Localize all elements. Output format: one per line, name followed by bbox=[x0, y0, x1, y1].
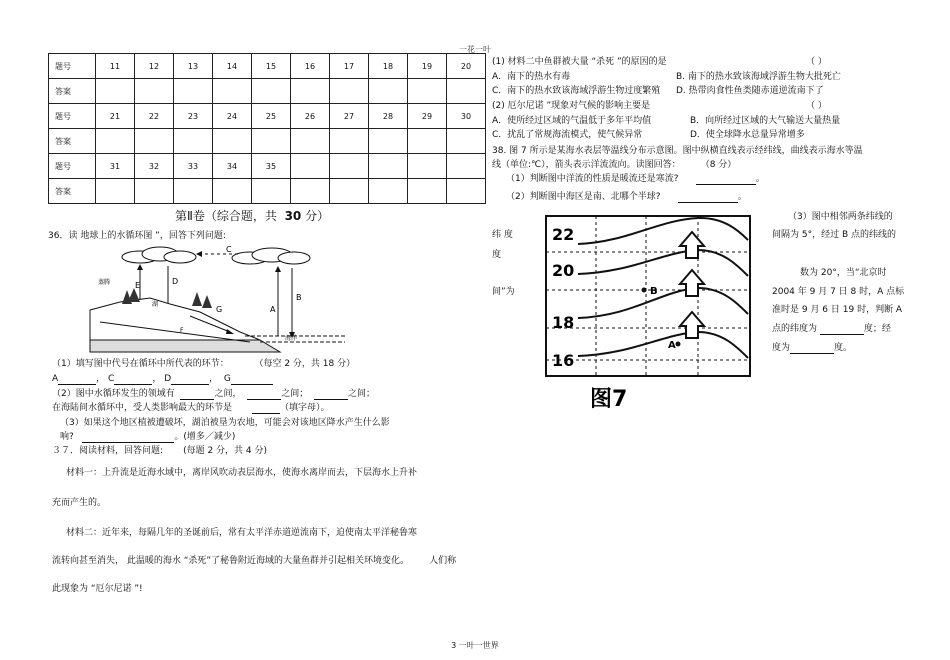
question-number-cell: 11 bbox=[96, 54, 135, 79]
question-number-cell: 29 bbox=[408, 104, 447, 129]
answer-cell[interactable] bbox=[330, 129, 369, 154]
page-header: 一花一叶 bbox=[459, 45, 491, 54]
blank-domain-1[interactable] bbox=[180, 390, 214, 400]
q38-part3-line1: （3）图中相邻两条纬线的 bbox=[788, 212, 893, 222]
question-number-cell: 20 bbox=[447, 54, 486, 79]
question-number-cell: 15 bbox=[252, 54, 291, 79]
answer-table-row-label: 题号 bbox=[49, 104, 96, 129]
q38-question2: （2）判断图中海区是南、北哪个半球? 。 bbox=[506, 192, 747, 202]
answer-table-row-label: 题号 bbox=[49, 154, 96, 179]
answer-cell[interactable] bbox=[369, 79, 408, 104]
q38-part3-line7: 度为 度。 bbox=[772, 343, 853, 353]
q38-left-a: 纬 度 bbox=[492, 230, 513, 240]
q38-part3-line5: 准时是 9 月 6 日 19 时，判断 A bbox=[772, 305, 903, 315]
q38-part3-line6: 点的纬度为 度；经 bbox=[772, 324, 891, 334]
question-number-cell: 28 bbox=[369, 104, 408, 129]
answer-table-row-label: 答案 bbox=[49, 179, 96, 204]
answer-cell[interactable] bbox=[135, 79, 174, 104]
question-number-cell: 26 bbox=[291, 104, 330, 129]
q37-p2-option-D[interactable]: D．使全球降水总量异常增多 bbox=[690, 130, 805, 140]
answer-table-row bbox=[49, 179, 486, 204]
blank-longitude[interactable] bbox=[790, 344, 834, 354]
q37-p1-option-C[interactable]: C．南下的热水致该海域浮游生物过度繁殖 bbox=[492, 86, 661, 96]
question-number-cell: 31 bbox=[96, 154, 135, 179]
q37-material2-c: 此现象为 “厄尔尼诺 ”! bbox=[52, 584, 143, 594]
isotherm-label-22: 22 bbox=[552, 225, 575, 244]
answer-table-row bbox=[49, 154, 486, 179]
blank-A[interactable] bbox=[58, 375, 96, 385]
q37-stem: ３７．阅读材料，回答问题: (每题 2 分，共 4 分) bbox=[52, 446, 267, 456]
q37-p2-option-B[interactable]: B．向所经过区域的大气输送大量热量 bbox=[690, 116, 841, 126]
answer-table-row bbox=[49, 104, 486, 129]
q38-part3-line4: 2004 年 9 月 7 日 8 时，A 点标 bbox=[772, 287, 905, 297]
blank-D[interactable] bbox=[171, 375, 209, 385]
answer-table-row-label: 答案 bbox=[49, 129, 96, 154]
answer-cell[interactable] bbox=[408, 79, 447, 104]
answer-cell[interactable] bbox=[408, 179, 447, 204]
answer-table-row-label: 题号 bbox=[49, 54, 96, 79]
isotherm-label-20: 20 bbox=[552, 261, 575, 280]
label-G: G bbox=[216, 305, 223, 314]
q37-p1-option-D[interactable]: D. 热带肉食性鱼类随赤道逆流南下了 bbox=[676, 86, 824, 96]
answer-cell[interactable] bbox=[213, 129, 252, 154]
answer-cell[interactable] bbox=[408, 129, 447, 154]
label-E: E bbox=[135, 281, 141, 290]
isotherm-label-16: 16 bbox=[552, 351, 575, 370]
figure-caption: 图7 bbox=[590, 387, 628, 410]
question-number-cell: 34 bbox=[213, 154, 252, 179]
label-C: C bbox=[226, 245, 232, 254]
answer-cell[interactable] bbox=[291, 179, 330, 204]
question-number-cell: 18 bbox=[369, 54, 408, 79]
q38-question1: （1）判断图中洋流的性质是暖流还是寒流? 。 bbox=[506, 174, 765, 184]
blank-current-type[interactable] bbox=[696, 175, 756, 185]
q37-right-part1-paren[interactable]: （ ） bbox=[806, 57, 827, 67]
question-number-cell: 14 bbox=[213, 54, 252, 79]
question-number-cell: 35 bbox=[252, 154, 291, 179]
question-number-cell: 13 bbox=[174, 54, 213, 79]
blank-hemisphere[interactable] bbox=[678, 193, 738, 203]
question-number-cell: 25 bbox=[252, 104, 291, 129]
answer-cell[interactable] bbox=[135, 179, 174, 204]
question-number-cell: 22 bbox=[135, 104, 174, 129]
question-number-cell: 23 bbox=[174, 104, 213, 129]
question-number-cell: 12 bbox=[135, 54, 174, 79]
q38-part3-line2: 间隔为 5°，经过 B 点的纬线的 bbox=[772, 230, 896, 240]
q36-part2a: （2）图中水循环发生的领域有 之间， 之间； 之间； bbox=[52, 389, 375, 399]
q37-p2-option-C[interactable]: C．扰乱了常规海流模式，使气候异常 bbox=[492, 130, 643, 140]
label-lake: 湖 bbox=[152, 301, 159, 308]
page-footer: 3 一叶一世界 bbox=[451, 641, 499, 650]
answer-table-row bbox=[49, 54, 486, 79]
q37-right-part2-paren[interactable]: （ ） bbox=[806, 101, 827, 111]
answer-cell[interactable] bbox=[291, 79, 330, 104]
answer-cell[interactable] bbox=[447, 79, 486, 104]
blank-domain-2[interactable] bbox=[247, 390, 281, 400]
q36-blanks-row: A ， C ， D ， G bbox=[52, 374, 273, 385]
q36-stem: 36．读 地球上的水循环图 ”，回答下列问题: bbox=[48, 231, 226, 241]
q37-p1-option-B[interactable]: B. 南下的热水致该海域浮游生物大批死亡 bbox=[676, 72, 841, 82]
answer-cell[interactable] bbox=[213, 79, 252, 104]
point-B-label: B bbox=[650, 286, 658, 297]
section2-score: 30 bbox=[284, 209, 302, 223]
q36-part3a: （3）如果这个地区植被遭破坏，湖泊被垦为农地，可能会对该地区降水产生什么影 bbox=[60, 418, 390, 428]
q37-right-part1: (1) 材料二中鱼群被大量 “杀死 ”的原因的是 bbox=[492, 57, 667, 67]
q38-stem-a: 38. 图 7 所示是某海水表层等温线分布示意图。图中纵横直线表示经纬线，曲线表示海水等温 bbox=[492, 146, 863, 156]
answer-cell[interactable] bbox=[96, 129, 135, 154]
answer-cell[interactable] bbox=[447, 129, 486, 154]
blank-G[interactable] bbox=[231, 375, 273, 385]
q37-p1-option-A[interactable]: A．南下的热水有毒 bbox=[492, 72, 571, 82]
answer-cell[interactable] bbox=[174, 179, 213, 204]
question-number-cell: 24 bbox=[213, 104, 252, 129]
q36-part3b: 响? 。(增多／减少) bbox=[60, 432, 236, 442]
answer-cell[interactable] bbox=[369, 129, 408, 154]
question-number-cell bbox=[291, 154, 330, 179]
label-F: F bbox=[180, 327, 184, 334]
section2-title: 第Ⅱ卷（综合题，共 30 分） bbox=[175, 209, 330, 223]
answer-table bbox=[48, 53, 486, 204]
q37-material2-b: 流转向甚至消失， 此温暖的海水 “杀死”了秘鲁附近海域的大量鱼群并引起相关环境变化。 人们称 bbox=[52, 556, 457, 566]
q37-p2-option-A[interactable]: A．使所经过区域的气温低于多年平均值 bbox=[492, 116, 652, 126]
answer-cell[interactable] bbox=[213, 179, 252, 204]
label-transpiration: 蒸腾 bbox=[98, 279, 111, 286]
answer-cell[interactable] bbox=[330, 179, 369, 204]
answer-cell[interactable] bbox=[291, 129, 330, 154]
answer-cell[interactable] bbox=[330, 79, 369, 104]
answer-cell[interactable] bbox=[135, 129, 174, 154]
q36-part2b: 在海陆间水循环中，受人类影响最大的环节是 （填字母）。 bbox=[52, 403, 330, 413]
question-number-cell: 16 bbox=[291, 54, 330, 79]
q36-part1: （1）填写图中代号在循环中所代表的环节： （每空 2 分，共 18 分） bbox=[52, 359, 356, 369]
question-number-cell bbox=[447, 154, 486, 179]
q38-stem-b: 线（单位:℃），箭头表示洋流流向。读图回答： （8 分） bbox=[492, 160, 737, 170]
q37-material1-b: 充而产生的。 bbox=[52, 498, 107, 508]
label-ocean: 海洋 bbox=[285, 335, 298, 342]
question-number-cell bbox=[408, 154, 447, 179]
question-number-cell: 30 bbox=[447, 104, 486, 129]
cloud-right-icon bbox=[232, 248, 310, 264]
label-A: A bbox=[270, 305, 276, 314]
q37-material1-a: 材料一：上升流是近海水域中，离岸风吹动表层海水，使海水离岸而去，下层海水上升补 bbox=[66, 468, 418, 478]
blank-C[interactable] bbox=[114, 375, 152, 385]
question-number-cell: 21 bbox=[96, 104, 135, 129]
blank-human-impact[interactable] bbox=[252, 404, 280, 414]
cloud-left-icon bbox=[122, 247, 196, 263]
isotherm-label-18: 18 bbox=[552, 313, 575, 332]
question-number-cell: 17 bbox=[330, 54, 369, 79]
answer-cell[interactable] bbox=[252, 129, 291, 154]
question-number-cell: 32 bbox=[135, 154, 174, 179]
question-number-cell bbox=[369, 154, 408, 179]
answer-cell[interactable] bbox=[96, 179, 135, 204]
answer-cell[interactable] bbox=[252, 179, 291, 204]
label-D: D bbox=[172, 277, 179, 286]
q38-left-c: 间”为 bbox=[492, 287, 515, 297]
question-number-cell bbox=[330, 154, 369, 179]
isotherm-figure-7 bbox=[538, 210, 760, 410]
blank-latitude[interactable] bbox=[820, 325, 864, 335]
answer-cell[interactable] bbox=[96, 79, 135, 104]
q37-right-part2: (2) 厄尔尼诺 ”现象对气候的影响主要是 bbox=[492, 101, 651, 111]
q38-left-b: 度 bbox=[492, 250, 502, 260]
answer-table-row-label: 答案 bbox=[49, 79, 96, 104]
answer-table-row bbox=[49, 129, 486, 154]
blank-precipitation[interactable] bbox=[82, 433, 174, 443]
q37-material2-a: 材料二：近年来，每隔几年的圣诞前后，常有太平洋赤道逆流南下，迫使南太平洋秘鲁寒 bbox=[66, 528, 418, 538]
answer-table-row bbox=[49, 79, 486, 104]
answer-cell[interactable] bbox=[252, 79, 291, 104]
question-number-cell: 19 bbox=[408, 54, 447, 79]
point-A-label: A bbox=[668, 340, 676, 351]
answer-cell[interactable] bbox=[174, 79, 213, 104]
question-number-cell: 33 bbox=[174, 154, 213, 179]
water-cycle-diagram bbox=[80, 240, 350, 358]
answer-cell[interactable] bbox=[174, 129, 213, 154]
q38-part3-line3: 数为 20°，当“北京时 bbox=[800, 268, 887, 278]
answer-cell[interactable] bbox=[447, 179, 486, 204]
answer-cell[interactable] bbox=[369, 179, 408, 204]
question-number-cell: 27 bbox=[330, 104, 369, 129]
label-B: B bbox=[296, 293, 302, 302]
blank-domain-3[interactable] bbox=[314, 390, 348, 400]
